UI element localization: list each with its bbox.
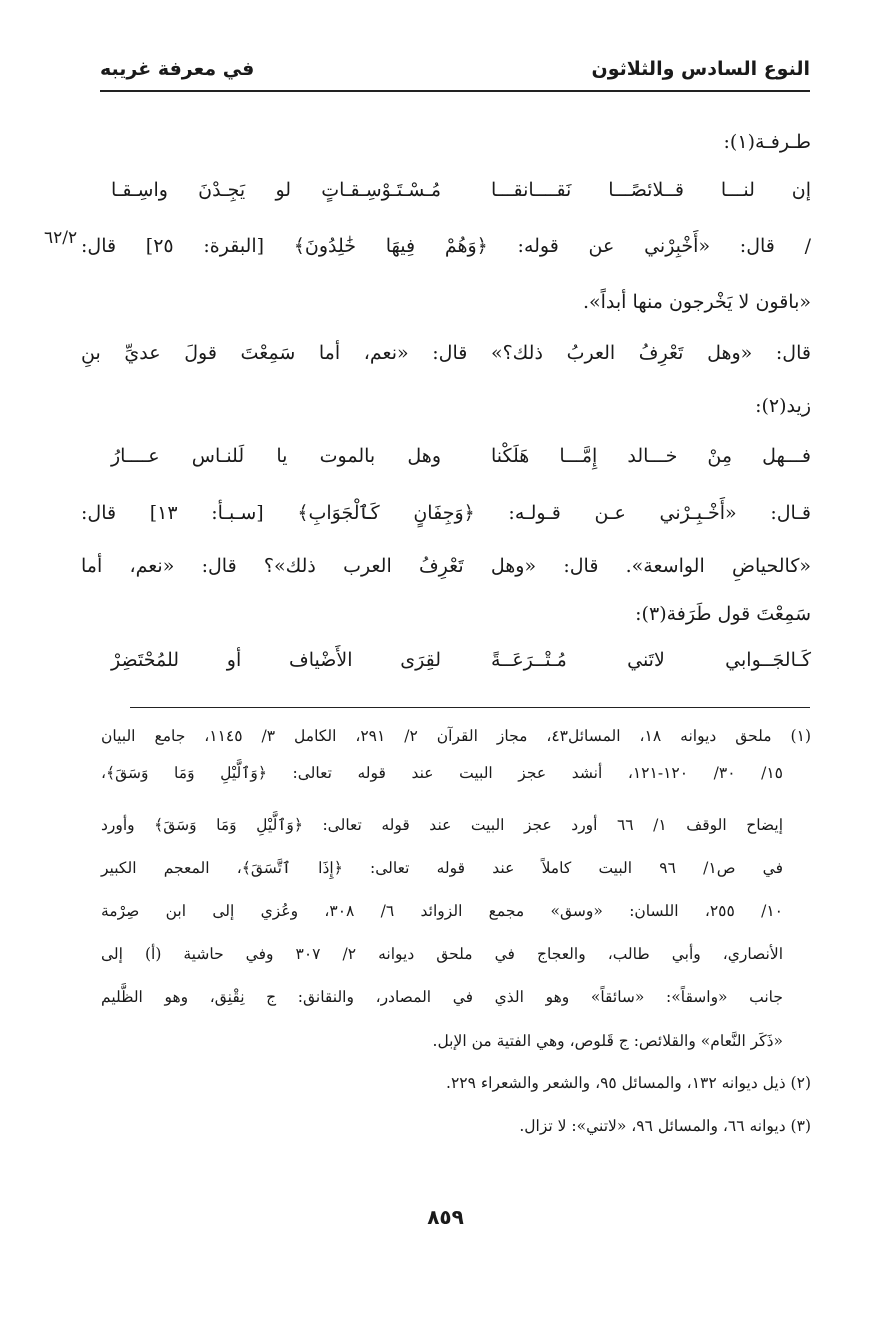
verse-second-hemistich: مُـسْـتَـوْسِـقـاتٍ لو يَجِـدْنَ واسِـقـا bbox=[111, 179, 441, 201]
verse-first-hemistich: إن لنـــا قــلائصًـــا نَقــــانقـــا bbox=[491, 179, 811, 201]
verse-second-hemistich: لقِرَى الأَضْياف أو للمُحْتَضِرْ bbox=[111, 649, 441, 671]
verse-first-hemistich: فـــهل مِنْ خـــالد إِمَّـــا هَلَكْنا bbox=[491, 445, 811, 467]
footnote-line: (٣) ديوانه ٦٦، والمسائل ٩٦، «لاتني»: لا تزال. bbox=[519, 1117, 811, 1135]
footnote-line: ١٠/ ٢٥٥، اللسان: «وسق» مجمع الزوائد ٦/ ٣٠٨، وعُزي إلى ابن صِرْمة bbox=[101, 902, 784, 920]
footnote-line: جانب «واسقاً»: «سائقاً» وهو الذي في المصادر، والنقانق: ج نِقْنِق، وهو الظَّليم bbox=[101, 988, 783, 1006]
header-section-title: في معرفة غريبه bbox=[100, 58, 255, 80]
footnote-line: ١٥/ ٣٠/ ١٢٠-١٢١، أنشد عجز البيت عند قوله تعالى: ﴿وَٱلَّيْلِ وَمَا وَسَقَ﴾، bbox=[101, 764, 784, 782]
text-line: قال: «وهل تَعْرِفُ العربُ ذلك؟» قال: «نعم، أما سَمِعْتَ قولَ عديِّ بنِ bbox=[81, 342, 811, 364]
text-line: قـال: «أَخْـبِـرْني عـن قـولـه: ﴿وَجِفَانٍ كَٱلْجَوَابِ﴾ [سـبـأ: ١٣] قال: bbox=[81, 502, 811, 524]
text-line: «كالحياضِ الواسعة». قال: «وهل تَعْرِفُ العرب ذلك»؟ قال: «نعم، أما bbox=[81, 555, 811, 577]
header-rule bbox=[100, 90, 810, 92]
footnote-separator bbox=[130, 707, 810, 708]
footnote-line: في ص١/ ٩٦ البيت كاملاً عند قوله تعالى: ﴿إِذَا ٱتَّسَقَ﴾، المعجم الكبير bbox=[101, 859, 783, 877]
text-line: / قال: «أَخْبِرْني عن قوله: ﴿وَهُمْ فِيهَا خَٰلِدُونَ﴾ [البقرة: ٢٥] قال: bbox=[81, 235, 811, 257]
text-line: سَمِعْتَ قول طَرَفة(٣): bbox=[635, 603, 811, 625]
page-number: ٨٥٩ bbox=[427, 1205, 464, 1229]
text-line: «باقون لا يَخْرجون منها أبداً». bbox=[582, 291, 811, 313]
header-chapter-title: النوع السادس والثلاثون bbox=[591, 58, 810, 80]
footnote-line: الأنصاري، وأبي طالب، والعجاج في ملحق ديوانه ٢/ ٣٠٧ وفي حاشية (أ) إلى bbox=[101, 945, 783, 963]
verse-line bbox=[111, 441, 811, 471]
verse-second-hemistich: وهل بالموت يا لَلنـاس عــــارُ bbox=[111, 445, 441, 467]
footnote-line: (١) ملحق ديوانه ١٨، المسائل٤٣، مجاز القرآن ٢/ ٢٩١، الكامل ٣/ ١١٤٥، جامع البيان bbox=[101, 727, 811, 745]
text-line: طـرفـة(١): bbox=[723, 131, 811, 153]
footnote-line: إيضاح الوقف ١/ ٦٦ أورد عجز البيت عند قوله تعالى: ﴿وَٱلَّيْلِ وَمَا وَسَقَ﴾ وأورد bbox=[101, 816, 783, 834]
verse-line bbox=[111, 645, 811, 675]
footnote-line: (٢) ذيل ديوانه ١٣٢، والمسائل ٩٥، والشعر والشعراء ٢٢٩. bbox=[446, 1074, 811, 1092]
running-header bbox=[100, 52, 810, 86]
margin-page-reference: ٦٢/٢ bbox=[44, 228, 78, 248]
verse-first-hemistich: كَـالجَــوابي لاتَني مُـتْــرَعَــةً bbox=[491, 649, 811, 671]
text-line: زيد(٢): bbox=[755, 395, 811, 417]
verse-line bbox=[111, 175, 811, 205]
footnote-line: «ذَكَر النَّعام» والقلائص: ج قَلوص، وهي الفتية من الإبل. bbox=[432, 1032, 783, 1050]
